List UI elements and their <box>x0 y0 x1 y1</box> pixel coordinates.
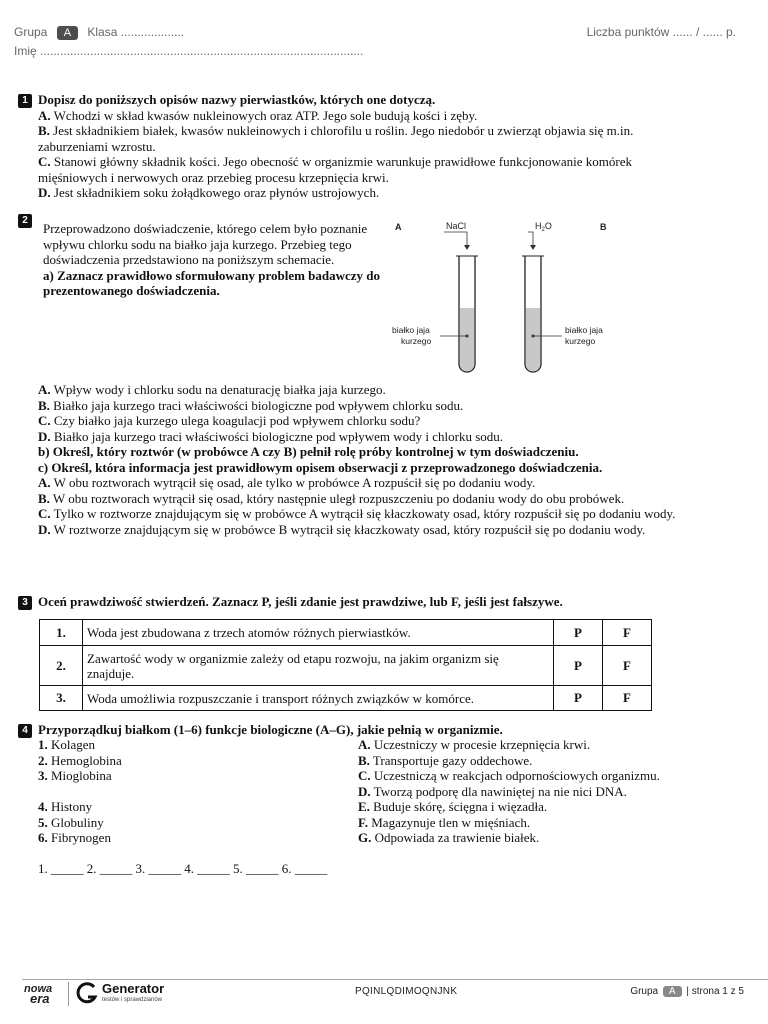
class-dots: ................... <box>120 25 185 39</box>
tube-label-a: A <box>395 222 402 232</box>
nacl-arrowhead <box>464 245 470 250</box>
task-2c-option-a[interactable]: A. W obu roztworach wytrącił się osad, ale tylko w probówce A rozpuścił się po dodaniu wody. <box>38 475 536 490</box>
water-arrow <box>528 232 533 246</box>
row-number: 1. <box>40 620 83 646</box>
tube-a-liquid <box>460 308 474 371</box>
footer-divider <box>22 979 768 980</box>
protein-list <box>38 737 338 846</box>
task-number-1: 1 <box>18 94 32 108</box>
false-option[interactable]: F <box>603 686 652 711</box>
generator-brand: Generator testów i sprawdzianów <box>102 981 165 1003</box>
group-badge: A <box>57 26 78 40</box>
points-field: Liczba punktów ...... / ...... p. <box>586 25 736 39</box>
list-item: 5. Globuliny <box>38 814 104 830</box>
egg-label-left-1: białko jaja <box>392 325 430 335</box>
list-item: F. Magazynuje tlen w mięśniach. <box>358 814 531 830</box>
arrows <box>444 232 533 246</box>
page-number: | strona 1 z 5 <box>686 986 744 997</box>
false-option[interactable]: F <box>603 620 652 646</box>
task-1-item-c: C. Stanowi główny składnik kości. Jego obecność w organizmie warunkuje prawidłowe funkcjonowanie komórek mięśniowych i nerwowych oraz przebieg procesu krzepnięcia krwi. <box>38 154 633 185</box>
water-label: $H_2O$ <box>535 221 552 233</box>
task-2a-option-d[interactable]: D. Białko jaja kurzego traci właściwości biologiczne pod wpływem wody i chlorku sodu. <box>38 428 504 444</box>
task-2-part-c: c) Określ, która informacja jest prawidłowym opisem obserwacji z przeprowadzonego doświadczenia. <box>38 459 603 475</box>
answer-line[interactable]: 1. _____ 2. _____ 3. _____ 4. _____ 5. _____ 6. _____ <box>38 861 328 876</box>
row-statement: Woda umożliwia rozpuszczanie i transport różnych związków w komórce. <box>83 686 554 711</box>
row-statement: Zawartość wody w organizmie zależy od etapu rozwoju, na jakim organizm się znajduje. <box>83 646 554 686</box>
function-list <box>358 737 698 846</box>
list-item: 2. Hemoglobina <box>38 752 122 768</box>
footer-group-badge: A <box>663 986 682 997</box>
task-2c-option-b[interactable]: B. W obu roztworach wytrącił się osad, który następnie uległ rozpuszczeniu po dodaniu wody do obu probówek. <box>38 490 625 506</box>
table-row <box>40 686 652 711</box>
true-option[interactable]: P <box>554 686 603 711</box>
nowa-era-logo: nowa era <box>24 983 53 1006</box>
generator-logo-icon <box>76 982 98 1006</box>
true-option[interactable]: P <box>554 620 603 646</box>
egg-label-right-2: kurzego <box>565 336 596 346</box>
tube-b-liquid <box>526 308 540 371</box>
footer-group-label: Grupa <box>630 986 659 997</box>
table-row <box>40 620 652 646</box>
list-item: D. Tworzą podporę dla nawiniętej na nie nici DNA. <box>358 783 627 799</box>
group-label: Grupa <box>14 25 48 39</box>
task-2-part-b: b) Określ, który roztwór (w probówce A czy B) pełnił rolę próby kontrolnej w tym doświadczeniu. <box>38 444 579 459</box>
egg-label-right-1: białko jaja <box>565 325 603 335</box>
task-2-intro <box>43 221 388 299</box>
task-4-instruction: Przyporządkuj białkom (1–6) funkcje biologiczne (A–G), jakie pełnią w organizmie. <box>38 722 503 737</box>
water-arrowhead <box>530 245 536 250</box>
list-item: B. Transportuje gazy oddechowe. <box>358 752 533 768</box>
logo-separator <box>68 982 69 1006</box>
row-statement: Woda jest zbudowana z trzech atomów różnych pierwiastków. <box>83 620 554 646</box>
task-2-rest <box>38 382 693 537</box>
task-2a-option-b[interactable]: B. Białko jaja kurzego traci właściwości biologiczne pod wpływem chlorku sodu. <box>38 397 464 413</box>
task-2c-option-d[interactable]: D. W roztworze znajdującym się w probówce B wytrącił się kłaczkowaty osad, który rozpuścił się po dodaniu wody. <box>38 521 646 537</box>
list-item: 1. Kolagen <box>38 737 96 752</box>
task-1 <box>38 92 688 201</box>
tube-label-b: B <box>600 222 607 232</box>
page-indicator <box>630 986 744 997</box>
list-item: A. Uczestniczy w procesie krzepnięcia krwi. <box>358 737 591 752</box>
list-item: 4. Histony <box>38 799 93 814</box>
test-tube-diagram <box>390 216 620 380</box>
list-item: 3. Mioglobina <box>38 768 112 783</box>
task-2a-option-c[interactable]: C. Czy białko jaja kurzego ulega koagulacji pod wpływem chlorku sodu? <box>38 413 421 428</box>
task-3-instruction: Oceń prawdziwość stwierdzeń. Zaznacz P, jeśli zdanie jest prawdziwe, lub F, jeśli jest fałszywe. <box>38 594 563 609</box>
name-field <box>14 44 363 58</box>
nacl-arrow <box>444 232 467 246</box>
false-option[interactable]: F <box>603 646 652 686</box>
nacl-label: NaCl <box>446 221 467 231</box>
true-false-table <box>39 619 652 711</box>
list-item: G. Odpowiada za trawienie białek. <box>358 830 540 845</box>
class-label: Klasa <box>87 25 118 39</box>
group-field <box>14 25 184 40</box>
task-1-item-a: A. Wchodzi w skład kwasów nukleinowych oraz ATP. Jego sole budują kości i zęby. <box>38 107 478 123</box>
row-number: 3. <box>40 686 83 711</box>
list-item: 6. Fibrynogen <box>38 830 111 845</box>
task-1-instruction: Dopisz do poniższych opisów nazwy pierwiastków, których one dotyczą. <box>38 92 436 107</box>
name-label: Imię <box>14 44 37 58</box>
task-1-item-b: B. Jest składnikiem białek, kwasów nukleinowych i chlorofilu u roślin. Jego niedobór u zwierząt objawia się m.in. zaburzeniami wzrostu. <box>38 123 634 154</box>
task-number-4: 4 <box>18 724 32 738</box>
task-1-item-d: D. Jest składnikiem soku żołądkowego oraz płynów ustrojowych. <box>38 185 380 200</box>
task-2-intro-text: Przeprowadzono doświadczenie, którego celem było poznanie wpływu chlorku sodu na białko jaja kurzego. Przebieg tego doświadczenia przedstawiono na poniższym schemacie. <box>43 221 368 267</box>
name-dots: ................................................................................................. <box>40 44 364 58</box>
task-2a-option-a[interactable]: A. Wpływ wody i chlorku sodu na denaturację białka jaja kurzego. <box>38 382 386 397</box>
egg-label-left-2: kurzego <box>401 336 432 346</box>
task-number-2: 2 <box>18 214 32 228</box>
task-number-3: 3 <box>18 596 32 610</box>
true-option[interactable]: P <box>554 646 603 686</box>
test-code: PQINLQDIMOQNJNK <box>355 986 458 997</box>
list-item: C. Uczestniczą w reakcjach odpornościowych organizmu. <box>358 768 660 783</box>
task-2c-option-c[interactable]: C. Tylko w roztworze znajdującym się w probówce A wytrącił się kłaczkowaty osad, który rozpuścił się po dodaniu wody. <box>38 506 676 521</box>
row-number: 2. <box>40 646 83 686</box>
task-2-part-a: a) Zaznacz prawidłowo sformułowany problem badawczy do prezentowanego doświadczenia. <box>43 267 381 298</box>
table-row <box>40 646 652 686</box>
list-item: E. Buduje skórę, ścięgna i więzadła. <box>358 799 548 814</box>
